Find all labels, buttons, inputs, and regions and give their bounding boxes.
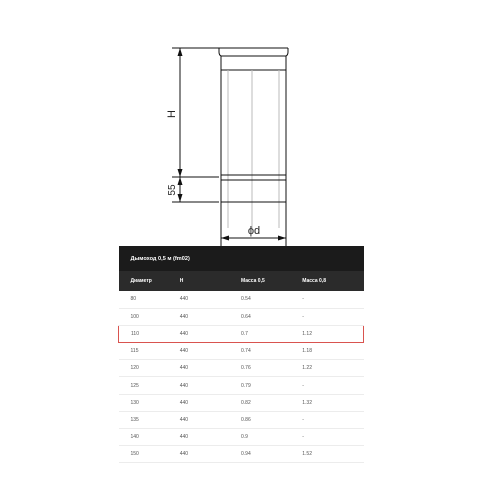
table-row xyxy=(119,394,364,411)
arrow-d-left xyxy=(221,236,229,241)
table-row xyxy=(119,429,364,446)
table-title-row xyxy=(119,246,364,271)
cell-diameter: 150 xyxy=(119,446,180,463)
cell-mass-08: 1.12 xyxy=(302,325,363,342)
table-row xyxy=(119,343,364,360)
table-row xyxy=(119,308,364,325)
cell-height: 440 xyxy=(180,429,241,446)
arrow-d-right xyxy=(278,236,286,241)
cell-mass-05: 0.54 xyxy=(241,291,302,308)
cell-mass-08: 1.22 xyxy=(302,360,363,377)
cell-mass-08: - xyxy=(302,377,363,394)
cell-height: 440 xyxy=(180,325,241,342)
cell-mass-05: 0.74 xyxy=(241,343,302,360)
table-row xyxy=(119,411,364,428)
cell-mass-05: 0.76 xyxy=(241,360,302,377)
cell-height: 440 xyxy=(180,411,241,428)
cell-diameter: 115 xyxy=(119,343,180,360)
header-diameter: Диаметр xyxy=(130,278,152,284)
header-height: H xyxy=(179,278,184,284)
specification-table xyxy=(118,246,364,463)
diameter-label: ϕd xyxy=(247,225,261,237)
cell-height: 440 xyxy=(180,394,241,411)
cell-diameter: 110 xyxy=(119,325,180,342)
cell-diameter: 140 xyxy=(119,429,180,446)
cell-mass-05: 0.7 xyxy=(241,325,302,342)
cell-mass-08: 1.52 xyxy=(302,446,363,463)
cell-mass-05: 0.86 xyxy=(241,411,302,428)
cell-height: 440 xyxy=(180,291,241,308)
cell-diameter: 125 xyxy=(119,377,180,394)
cell-mass-05: 0.79 xyxy=(241,377,302,394)
cell-mass-05: 0.82 xyxy=(241,394,302,411)
cell-diameter: 135 xyxy=(119,411,180,428)
cell-diameter: 130 xyxy=(119,394,180,411)
cell-mass-08: - xyxy=(302,429,363,446)
cell-diameter: 100 xyxy=(119,308,180,325)
cell-mass-08: 1.18 xyxy=(302,343,363,360)
cell-diameter: 120 xyxy=(119,360,180,377)
cell-height: 440 xyxy=(180,308,241,325)
arrow-55-bottom xyxy=(178,194,183,202)
cell-diameter: 80 xyxy=(119,291,180,308)
pipe-technical-drawing xyxy=(0,0,500,246)
cell-height: 440 xyxy=(180,360,241,377)
pipe-top-socket xyxy=(219,48,288,70)
socket-length-label: 55 xyxy=(167,184,178,196)
cell-mass-05: 0.64 xyxy=(241,308,302,325)
arrow-55-top xyxy=(178,177,183,185)
arrow-h-top xyxy=(178,48,183,56)
cell-mass-08: - xyxy=(302,308,363,325)
cell-height: 440 xyxy=(180,343,241,360)
cell-mass-05: 0.9 xyxy=(241,429,302,446)
cell-height: 440 xyxy=(180,377,241,394)
arrow-h-bottom xyxy=(178,169,183,177)
cell-mass-08: - xyxy=(302,411,363,428)
cell-mass-08: - xyxy=(302,291,363,308)
height-label: H xyxy=(166,110,178,118)
cell-height: 440 xyxy=(180,446,241,463)
table-row xyxy=(119,291,364,308)
cell-mass-08: 1.32 xyxy=(302,394,363,411)
header-mass-05: Масса 0,5 xyxy=(241,278,265,284)
table-row-highlighted xyxy=(119,325,364,342)
cell-mass-05: 0.94 xyxy=(241,446,302,463)
header-mass-08: Масса 0,8 xyxy=(302,278,326,284)
table-title: Дымоход 0,5 м (fm02) xyxy=(130,255,190,262)
table-row xyxy=(119,360,364,377)
table-row xyxy=(119,446,364,463)
table-row xyxy=(119,377,364,394)
table-header-row xyxy=(119,271,364,291)
